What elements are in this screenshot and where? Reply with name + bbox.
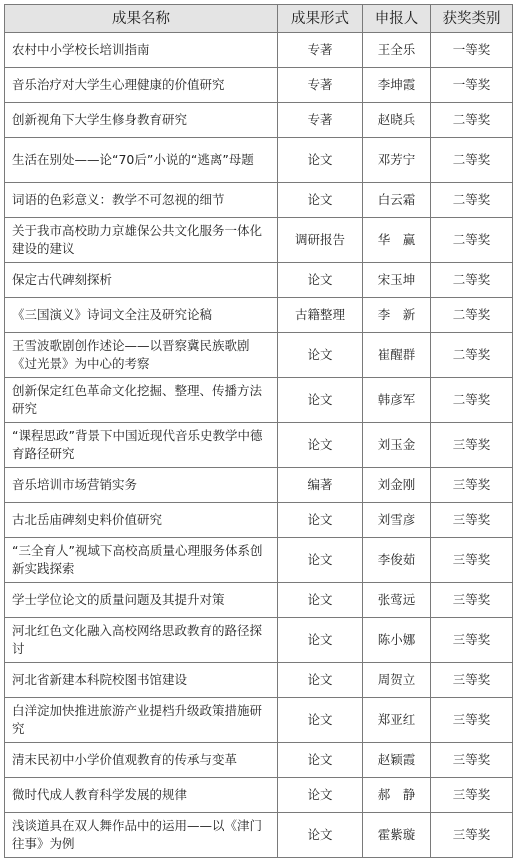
award-category-cell: 三等奖 (431, 813, 513, 858)
achievement-form-cell: 论文 (278, 423, 363, 468)
award-category-cell: 一等奖 (431, 33, 513, 68)
achievement-form-cell: 论文 (278, 813, 363, 858)
achievement-form-cell: 论文 (278, 378, 363, 423)
achievement-form-cell: 论文 (278, 138, 363, 183)
achievement-name-cell: 保定古代碑刻探析 (5, 263, 278, 298)
achievement-name-cell: 农村中小学校长培训指南 (5, 33, 278, 68)
table-row (5, 218, 513, 263)
table-row (5, 778, 513, 813)
achievement-form-cell: 论文 (278, 538, 363, 583)
achievement-form-cell: 论文 (278, 698, 363, 743)
table-row (5, 138, 513, 183)
table-row (5, 743, 513, 778)
achievement-name-cell: 古北岳庙碑刻史料价值研究 (5, 503, 278, 538)
applicant-cell: 霍紫璇 (363, 813, 431, 858)
applicant-cell: 张莺远 (363, 583, 431, 618)
applicant-cell: 刘雪彦 (363, 503, 431, 538)
table-row (5, 538, 513, 583)
achievement-form-cell: 论文 (278, 503, 363, 538)
applicant-cell: 刘玉金 (363, 423, 431, 468)
achievement-name-cell: 《三国演义》诗词文全注及研究论稿 (5, 298, 278, 333)
table-row (5, 618, 513, 663)
applicant-cell: 崔醒群 (363, 333, 431, 378)
award-category-cell: 三等奖 (431, 583, 513, 618)
achievement-name-cell: “三全育人”视域下高校高质量心理服务体系创新实践探索 (5, 538, 278, 583)
applicant-cell: 郝 静 (363, 778, 431, 813)
applicant-cell: 李坤霞 (363, 68, 431, 103)
table-row (5, 468, 513, 503)
achievement-name-cell: 浅谈道具在双人舞作品中的运用——以《津门往事》为例 (5, 813, 278, 858)
achievement-form-cell: 论文 (278, 743, 363, 778)
achievement-name-cell: “课程思政”背景下中国近现代音乐史教学中德育路径研究 (5, 423, 278, 468)
award-category-cell: 三等奖 (431, 468, 513, 503)
achievement-form-cell: 专著 (278, 103, 363, 138)
award-category-cell: 二等奖 (431, 183, 513, 218)
applicant-cell: 邓芳宁 (363, 138, 431, 183)
award-category-cell: 二等奖 (431, 298, 513, 333)
applicant-cell: 郑亚红 (363, 698, 431, 743)
achievement-form-cell: 论文 (278, 333, 363, 378)
achievement-form-cell: 论文 (278, 183, 363, 218)
table-row (5, 378, 513, 423)
achievement-form-cell: 编著 (278, 468, 363, 503)
achievement-form-cell: 论文 (278, 583, 363, 618)
award-category-cell: 二等奖 (431, 103, 513, 138)
table-row (5, 33, 513, 68)
table-row (5, 103, 513, 138)
table-row (5, 333, 513, 378)
award-category-cell: 三等奖 (431, 503, 513, 538)
achievement-name-cell: 学士学位论文的质量问题及其提升对策 (5, 583, 278, 618)
award-category-cell: 二等奖 (431, 333, 513, 378)
table-row (5, 813, 513, 858)
achievement-name-cell: 音乐培训市场营销实务 (5, 468, 278, 503)
applicant-cell: 韩彦军 (363, 378, 431, 423)
applicant-cell: 宋玉坤 (363, 263, 431, 298)
applicant-cell: 刘金刚 (363, 468, 431, 503)
award-category-cell: 二等奖 (431, 263, 513, 298)
table-row (5, 263, 513, 298)
applicant-cell: 陈小娜 (363, 618, 431, 663)
achievement-name-cell: 清末民初中小学价值观教育的传承与变革 (5, 743, 278, 778)
applicant-cell: 李 新 (363, 298, 431, 333)
achievement-name-cell: 关于我市高校助力京雄保公共文化服务一体化建设的建议 (5, 218, 278, 263)
achievement-name-cell: 微时代成人教育科学发展的规律 (5, 778, 278, 813)
applicant-cell: 赵颖霞 (363, 743, 431, 778)
header-form: 成果形式 (278, 5, 363, 33)
awards-table (4, 4, 513, 858)
achievement-form-cell: 专著 (278, 68, 363, 103)
achievement-name-cell: 白洋淀加快推进旅游产业提档升级政策措施研究 (5, 698, 278, 743)
achievement-name-cell: 生活在别处——论“70后”小说的“逃离”母题 (5, 138, 278, 183)
award-category-cell: 三等奖 (431, 698, 513, 743)
award-category-cell: 二等奖 (431, 138, 513, 183)
table-row (5, 698, 513, 743)
award-category-cell: 三等奖 (431, 538, 513, 583)
award-category-cell: 二等奖 (431, 218, 513, 263)
achievement-name-cell: 词语的色彩意义：教学不可忽视的细节 (5, 183, 278, 218)
table-row (5, 183, 513, 218)
table-row (5, 663, 513, 698)
applicant-cell: 王全乐 (363, 33, 431, 68)
award-category-cell: 三等奖 (431, 778, 513, 813)
achievement-name-cell: 王雪波歌剧创作述论——以晋察冀民族歌剧《过光景》为中心的考察 (5, 333, 278, 378)
header-award: 获奖类别 (431, 5, 513, 33)
achievement-form-cell: 古籍整理 (278, 298, 363, 333)
achievement-name-cell: 河北红色文化融入高校网络思政教育的路径探讨 (5, 618, 278, 663)
achievement-name-cell: 音乐治疗对大学生心理健康的价值研究 (5, 68, 278, 103)
applicant-cell: 李俊茹 (363, 538, 431, 583)
achievement-form-cell: 调研报告 (278, 218, 363, 263)
achievement-form-cell: 论文 (278, 618, 363, 663)
applicant-cell: 赵晓兵 (363, 103, 431, 138)
achievement-form-cell: 论文 (278, 778, 363, 813)
applicant-cell: 周贺立 (363, 663, 431, 698)
achievement-form-cell: 专著 (278, 33, 363, 68)
applicant-cell: 白云霜 (363, 183, 431, 218)
award-category-cell: 一等奖 (431, 68, 513, 103)
award-category-cell: 三等奖 (431, 618, 513, 663)
achievement-name-cell: 河北省新建本科院校图书馆建设 (5, 663, 278, 698)
award-category-cell: 三等奖 (431, 743, 513, 778)
header-row (5, 5, 513, 33)
table-row (5, 298, 513, 333)
achievement-form-cell: 论文 (278, 263, 363, 298)
table-row (5, 423, 513, 468)
achievement-form-cell: 论文 (278, 663, 363, 698)
achievement-name-cell: 创新视角下大学生修身教育研究 (5, 103, 278, 138)
award-category-cell: 三等奖 (431, 423, 513, 468)
award-category-cell: 三等奖 (431, 663, 513, 698)
table-row (5, 503, 513, 538)
table-body (5, 33, 513, 858)
header-author: 申报人 (363, 5, 431, 33)
achievement-name-cell: 创新保定红色革命文化挖掘、整理、传播方法研究 (5, 378, 278, 423)
table-row (5, 68, 513, 103)
applicant-cell: 华 赢 (363, 218, 431, 263)
award-category-cell: 二等奖 (431, 378, 513, 423)
table-row (5, 583, 513, 618)
header-title: 成果名称 (5, 5, 278, 33)
